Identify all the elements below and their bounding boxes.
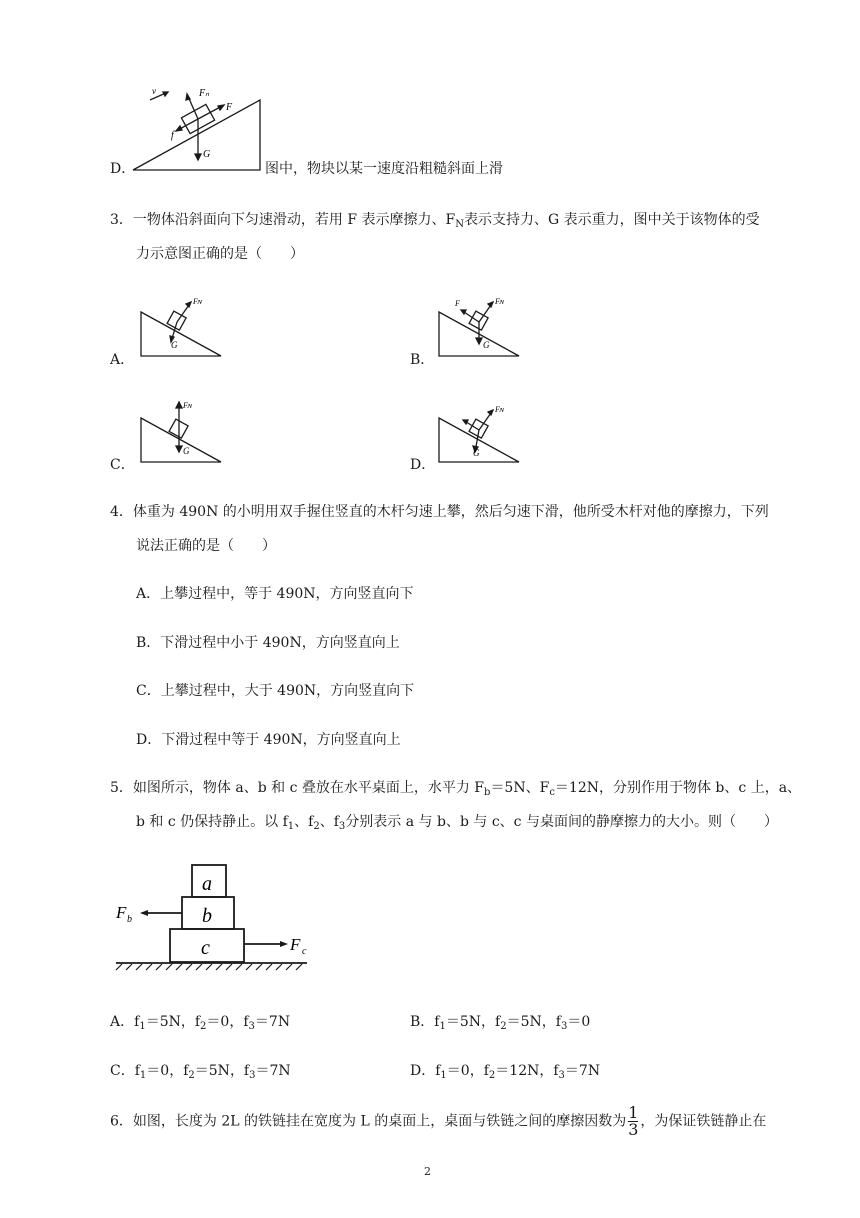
q3-stem-line2: 力示意图正确的是（ ）	[136, 246, 304, 262]
q3-option-a-figure	[135, 292, 230, 362]
q5-option-d: D．$f_1=0$，$f_2=12N$，$f_3=7N$	[410, 1063, 601, 1081]
q4-stem-line1: 4．体重为 490N 的小明用双手握住竖直的木杆匀速上攀，然后匀速下滑，他所受木杆对他的摩擦力，下列	[110, 504, 769, 520]
q3-option-b-figure	[433, 292, 528, 362]
q5-stem-line1: 5．如图所示，物体 a、b 和 c 叠放在水平桌面上，水平力 $F_b=5N$、$F_c=12N$，分别作用于物体 b、c 上，a、	[110, 780, 802, 798]
q5-figure	[112, 860, 322, 980]
q5-option-c: C．$f_1=0$，$f_2=5N$，$f_3=7N$	[110, 1063, 291, 1081]
svg-text:G: G	[183, 446, 190, 456]
svg-text:Fɴ: Fɴ	[495, 297, 504, 306]
page-number: 2	[424, 1165, 431, 1178]
q3-option-a-label: A．	[110, 352, 135, 368]
q4-option-d: D．下滑过程中等于 490N，方向竖直向上	[136, 732, 401, 748]
q3-stem-line1: 3．一物体沿斜面向下匀速滑动，若用 F 表示摩擦力、$F_N$表示支持力、G 表示重力，图中关于该物体的受	[110, 212, 760, 230]
q4-option-b: B．下滑过程中小于 490N，方向竖直向上	[136, 635, 400, 651]
q2-option-d-caption: 图中，物块以某一速度沿粗糙斜面上滑	[265, 161, 503, 177]
q3-option-b-label: B．	[410, 352, 435, 368]
q4-option-c: C．上攀过程中，大于 490N，方向竖直向下	[136, 683, 415, 699]
svg-text:Fɴ: Fɴ	[183, 401, 192, 410]
q3-option-d-label: D．	[410, 457, 436, 473]
q5-option-b: B．$f_1=5N$，$f_2=5N$，$f_3=0$	[410, 1014, 591, 1032]
svg-text:Fɴ: Fɴ	[495, 405, 504, 414]
svg-text:F: F	[226, 102, 233, 113]
q3-option-c-figure	[135, 396, 230, 468]
q3-option-d-figure	[433, 396, 528, 468]
svg-text:Fₙ: Fₙ	[199, 88, 210, 99]
q4-stem-line2: 说法正确的是（ ）	[136, 538, 276, 554]
q5-stem-line2: b 和 c 仍保持静止。以 $f_1$、$f_2$、$f_3$分别表示 a 与 b、b 与 c、c 与桌面间的静摩擦力的大小。则（ ）	[136, 814, 778, 832]
q3-option-c-label: C．	[110, 457, 135, 473]
svg-text:b: b	[202, 905, 212, 927]
q4-option-a: A．上攀过程中，等于 490N，方向竖直向下	[136, 586, 414, 602]
svg-text:b: b	[127, 914, 132, 925]
svg-text:v: v	[152, 86, 156, 96]
svg-text:F: F	[455, 299, 460, 308]
q2-option-d-figure	[130, 82, 265, 174]
q6-stem: 6．如图，长度为 2L 的铁链挂在宽度为 L 的桌面上，桌面与铁链之间的摩擦因数为 $\frac{1}{3}$ ，为保证铁链静止在	[110, 1103, 767, 1139]
svg-text:f: f	[171, 130, 174, 141]
svg-text:G: G	[171, 340, 178, 350]
svg-text:a: a	[202, 873, 212, 895]
svg-text:Fɴ: Fɴ	[193, 297, 202, 306]
svg-text:c: c	[201, 937, 210, 959]
svg-text:c: c	[302, 946, 307, 957]
q2-option-d-label: D．	[110, 161, 136, 177]
incline	[133, 100, 260, 170]
svg-text:G: G	[473, 448, 480, 458]
q5-option-a: A．$f_1=5N$，$f_2=0$，$f_3=7N$	[110, 1014, 291, 1032]
svg-text:G: G	[203, 149, 211, 160]
svg-text:F: F	[116, 903, 127, 922]
svg-text:F: F	[290, 935, 301, 954]
svg-text:G: G	[483, 340, 490, 350]
fraction: $\frac{1}{3}$	[628, 1103, 639, 1139]
